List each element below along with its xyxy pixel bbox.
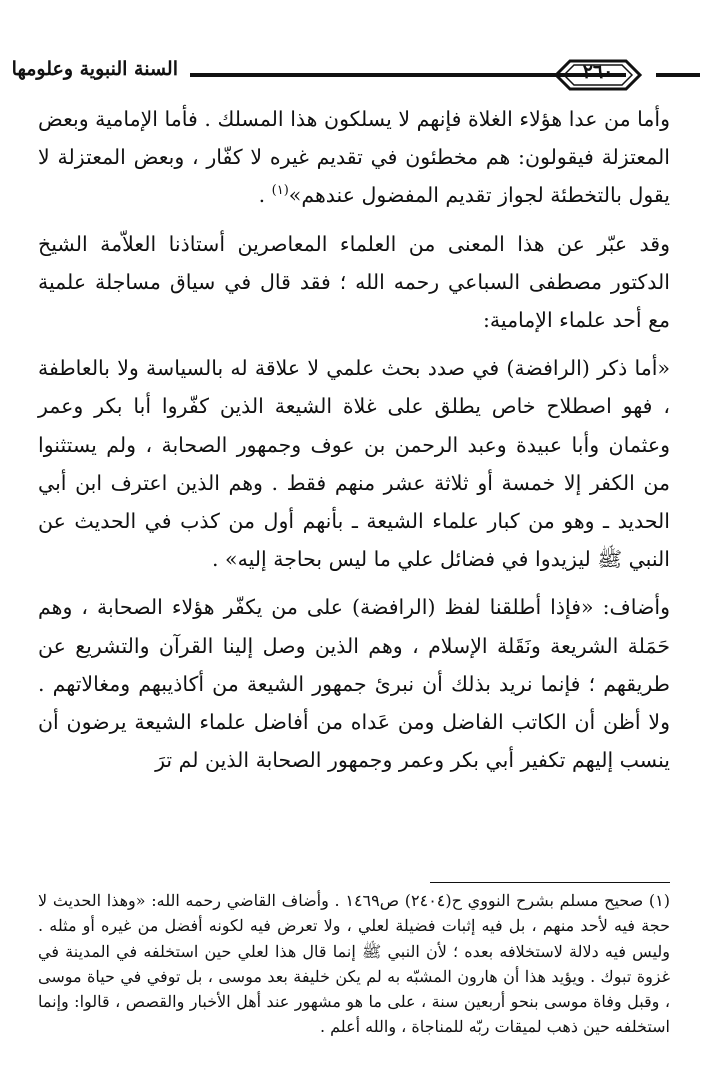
running-title: السنة النبوية وعلومها	[11, 58, 178, 80]
footnote-text: (١) صحيح مسلم بشرح النووي ح(٢٤٠٤) ص١٤٦٩ . وأضاف القاضي رحمه الله: «وهذا الحديث لا حجة فيه لأحد منهم ، بل فيه إثبات فضيلة لعلي ، ولا تعرض فيه لكونه أفضل من غيره أو مثله . وليس فيه دلالة لاستخلافه بعده ؛ لأن النبي ﷺ إنما قال هذا لعلي حين استخلفه في المدينة في غزوة تبوك . ويؤيد هذا أن هارون المشبّه به لم يكن خليفة بعد موسى ، بل توفي في حياة موسى ، وقبل وفاة موسى بنحو أربعين سنة ، على ما هو مشهور عند أهل الأخبار والقصص ، قالوا: وإنما استخلفه حين ذهب لميقات ربّه للمناجاة ، والله أعلم .	[38, 891, 670, 1037]
paragraph-1	[38, 100, 670, 215]
footnote-separator	[430, 882, 670, 883]
main-text	[38, 100, 670, 779]
footnote	[38, 888, 670, 1040]
paragraph-1-end: .	[258, 183, 272, 208]
paragraph-1-text: وأما من عدا هؤلاء الغلاة فإنهم لا يسلكون هذا المسلك . فأما الإمامية وبعض المعتزلة فيقولون: هم مخطئون في تقديم غيره لا كفّار ، وبعض المعتزلة لا يقول بالتخطئة لجواز تقديم المفضول عندهم»	[38, 107, 670, 208]
paragraph-4: وأضاف: «فإذا أطلقنا لفظ (الرافضة) على من يكفّر هؤلاء الصحابة ، وهم حَمَلة الشريعة ونَقَلة الإسلام ، وهم الذين وصل إلينا القرآن والتشريع عن طريقهم ؛ فإنما نريد بذلك أن نبرئ جمهور الشيعة من أكاذيبهم ومغالاتهم . ولا أظن أن الكاتب الفاضل ومن عَداه من أفاضل علماء الشيعة يرضون أن ينسب إليهم تكفير أبي بكر وعمر وجمهور الصحابة الذين لم ترَ	[38, 595, 670, 773]
paragraph-3: «أما ذكر (الرافضة) في صدد بحث علمي لا علاقة له بالسياسة ولا بالعاطفة ، فهو اصطلاح خاص يطلق على غلاة الشيعة الذين كفّروا أبا بكر وعمر وعثمان وأبا عبيدة وعبد الرحمن بن عوف وجمهور الصحابة ، ولم يستثنوا من الكفر إلا خمسة أو ثلاثة عشر منهم فقط . وهم الذين اعترف ابن أبي الحديد ـ وهو من كبار علماء الشيعة ـ بأنهم أول من كذب في الحديث عن النبي ﷺ ليزيدوا في فضائل علي ما ليس بحاجة إليه» .	[38, 356, 670, 572]
page-header	[0, 52, 708, 102]
paragraph-2: وقد عبّر عن هذا المعنى من العلماء المعاصرين أستاذنا العلاّمة الشيخ الدكتور مصطفى السباعي رحمه الله ؛ فقد قال في سياق مساجلة علمية مع أحد علماء الإمامية:	[38, 231, 670, 333]
page-number: ٢٦٠	[582, 61, 614, 83]
header-rule-short	[656, 73, 700, 77]
footnote-reference[interactable]: (١)	[271, 183, 289, 199]
